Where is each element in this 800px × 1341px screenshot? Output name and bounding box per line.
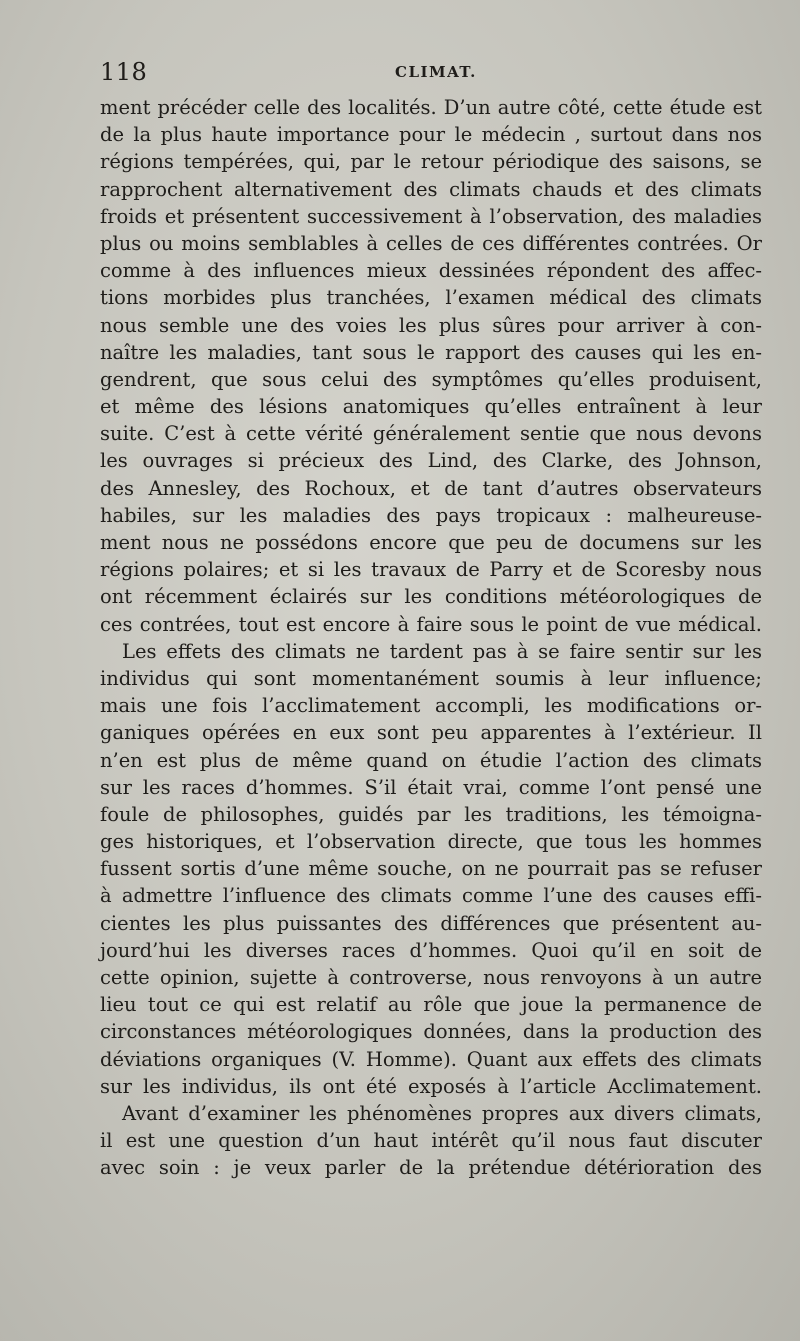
text-line: cette opinion, sujette à controverse, nous renvoyons à un autre <box>100 966 762 989</box>
text-line: avec soin : je veux parler de la prétendue détérioration des <box>100 1156 762 1180</box>
text-line: fussent sortis d’une même souche, on ne pourrait pas se refuser <box>100 857 762 881</box>
text-line: des Annesley, des Rochoux, et de tant d’autres observateurs <box>100 476 762 500</box>
text-line: régions polaires; et si les travaux de Parry et de Scoresby nous <box>100 558 762 582</box>
running-title: CLIMAT. <box>395 63 477 81</box>
text-line: sur les individus, ils ont été exposés à l’article Acclimatement. <box>100 1074 762 1098</box>
text-line: tions morbides plus tranchées, l’examen médical des climats <box>100 286 762 310</box>
text-line: les ouvrages si précieux des Lind, des Clarke, des Johnson, <box>100 449 762 473</box>
text-line: ganiques opérées en eux sont peu apparentes à l’extérieur. Il <box>100 721 762 745</box>
text-line: comme à des influences mieux dessinées répondent des affec- <box>100 259 762 283</box>
text-line: Avant d’examiner les phénomènes propres aux divers climats, <box>122 1101 762 1125</box>
text-line: ment précéder celle des localités. D’un autre côté, cette étude est <box>100 96 762 119</box>
text-line: froids et présentent successivement à l’observation, des maladies <box>100 204 762 228</box>
text-line: de la plus haute importance pour le médecin , surtout dans nos <box>100 123 762 147</box>
text-line: à admettre l’influence des climats comme l’une des causes effi- <box>100 884 762 908</box>
text-line: habiles, sur les maladies des pays tropicaux : malheureuse- <box>100 503 762 527</box>
body-text <box>100 94 762 1182</box>
text-line: foule de philosophes, guidés par les traditions, les témoigna- <box>100 802 762 826</box>
text-line: suite. C’est à cette vérité généralement sentie que nous devons <box>100 422 762 446</box>
text-line: gendrent, que sous celui des symptômes qu’elles produisent, <box>100 367 762 391</box>
text-line: nous semble une des voies les plus sûres pour arriver à con- <box>100 313 762 337</box>
text-line: mais une fois l’acclimatement accompli, les modifications or- <box>100 694 762 718</box>
text-line: et même des lésions anatomiques qu’elles entraînent à leur <box>100 395 762 419</box>
text-line: ges historiques, et l’observation directe, que tous les hommes <box>100 830 762 854</box>
text-line: ont récemment éclairés sur les conditions météorologiques de <box>100 585 762 609</box>
text-line: déviations organiques (V. Homme). Quant aux effets des climats <box>100 1047 762 1071</box>
text-line: plus ou moins semblables à celles de ces différentes contrées. Or <box>100 231 762 255</box>
text-line: circonstances météorologiques données, dans la production des <box>100 1020 762 1044</box>
text-line: n’en est plus de même quand on étudie l’action des climats <box>100 748 762 772</box>
text-line: Les effets des climats ne tardent pas à se faire sentir sur les <box>122 639 762 663</box>
page-number: 118 <box>100 58 148 86</box>
text-line: sur les races d’hommes. S’il était vrai, comme l’ont pensé une <box>100 775 762 799</box>
text-line: cientes les plus puissantes des différences que présentent au- <box>100 911 762 935</box>
text-line: ment nous ne possédons encore que peu de documens sur les <box>100 531 762 554</box>
text-line: ces contrées, tout est encore à faire sous le point de vue médical. <box>100 612 762 636</box>
text-line: individus qui sont momentanément soumis à leur influence; <box>100 666 762 690</box>
text-line: il est une question d’un haut intérêt qu’il nous faut discuter <box>100 1129 762 1153</box>
text-line: jourd’hui les diverses races d’hommes. Quoi qu’il en soit de <box>100 938 762 962</box>
text-line: lieu tout ce qui est relatif au rôle que joue la permanence de <box>100 993 762 1017</box>
text-line: rapprochent alternativement des climats chauds et des climats <box>100 177 762 201</box>
text-line: régions tempérées, qui, par le retour périodique des saisons, se <box>100 150 762 174</box>
page-header <box>100 58 760 88</box>
text-line: naître les maladies, tant sous le rapport des causes qui les en- <box>100 340 762 364</box>
